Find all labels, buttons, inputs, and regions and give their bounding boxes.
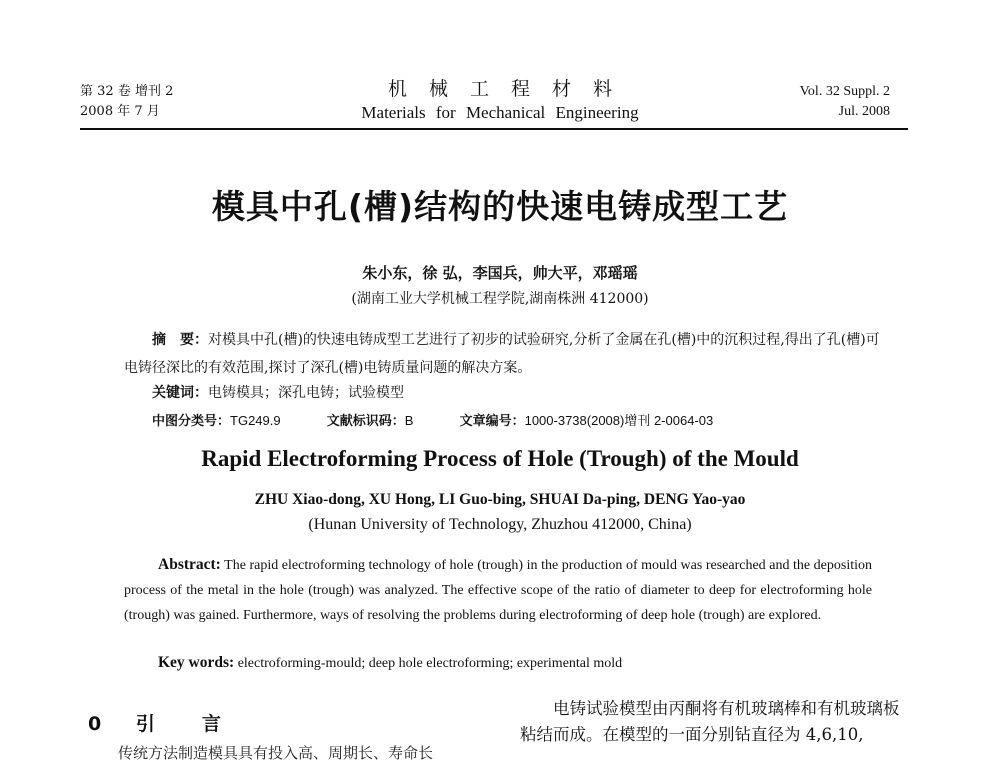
abstract-en-label: Abstract: (158, 556, 221, 573)
keywords-en-label: Key words: (158, 654, 235, 671)
body-right-text: 电铸试验模型由丙酮将有机玻璃棒和有机玻璃板粘结而成。在模型的一面分别钻直径为 4,6,10, (520, 699, 900, 744)
header-rule (80, 128, 908, 130)
keywords-en (158, 654, 622, 672)
abstract-cn-label: 摘 要： (152, 332, 208, 348)
abstract-en (124, 552, 872, 628)
article-no-value: 1000-3738(2008)增刊 2-0064-03 (524, 413, 714, 428)
abstract-cn (124, 326, 884, 382)
issue-date-en: Jul. 2008 (838, 104, 890, 119)
header-left (80, 82, 173, 122)
authors-cn: 朱小东，徐 弘，李国兵，帅大平，邓瑶瑶 (362, 264, 638, 282)
header-center (260, 76, 740, 124)
clc-value: TG249.9 (230, 413, 281, 428)
keywords-cn (152, 382, 404, 402)
doc-code-label: 文献标识码： (326, 414, 405, 429)
paper-title-en: Rapid Electroforming Process of Hole (Trough) of the Mould (201, 446, 799, 471)
classification-row (152, 410, 755, 429)
abstract-cn-text: 对模具中孔(槽)的快速电铸成型工艺进行了初步的试验研究,分析了金属在孔(槽)中的沉积过程,得出了孔(槽)可电铸径深比的有效范围,探讨了深孔(槽)电铸质量问题的解决方案。 (124, 332, 880, 376)
abstract-en-text: The rapid electroforming technology of hole (trough) in the production of mould was researched and the deposition process of the metal in the hole (trough) was analyzed. The effective scope of the ratio of diameter to deep for electroforming hole (trough) was gained. Furthermore, ways of resolving the problems during electroforming of deep hole (trough) are explored. (124, 558, 873, 623)
authors-en: ZHU Xiao-dong, XU Hong, LI Guo-bing, SHUAI Da-ping, DENG Yao-yao (254, 491, 746, 508)
keywords-en-text: electroforming-mould; deep hole electroforming; experimental mold (237, 656, 623, 671)
keywords-cn-label: 关键词： (152, 385, 208, 401)
paper-title-cn: 模具中孔(槽)结构的快速电铸成型工艺 (211, 187, 789, 226)
affiliation-cn: (湖南工业大学机械工程学院,湖南株洲 412000) (351, 291, 649, 307)
doc-code-value: B (404, 413, 414, 428)
section-heading: 0 引 言 (88, 713, 235, 735)
volume-en: Vol. 32 Suppl. 2 (799, 84, 890, 99)
clc-label: 中图分类号： (152, 414, 231, 429)
volume-issue: 第 32 卷 增刊 2 (80, 84, 174, 99)
article-no-label: 文章编号： (459, 414, 525, 429)
journal-title-cn: 机械工程材料 (387, 78, 634, 100)
body-left-text: 传统方法制造模具具有投入高、周期长、寿命长 (118, 744, 434, 762)
header-right (800, 82, 890, 122)
issue-date-cn: 2008 年 7 月 (80, 104, 160, 119)
affiliation-en: (Hunan University of Technology, Zhuzhou 412000, China) (308, 516, 692, 533)
journal-title-en: Materials for Mechanical Engineering (361, 103, 639, 122)
keywords-cn-text: 电铸模具；深孔电铸；试验模型 (208, 385, 404, 401)
